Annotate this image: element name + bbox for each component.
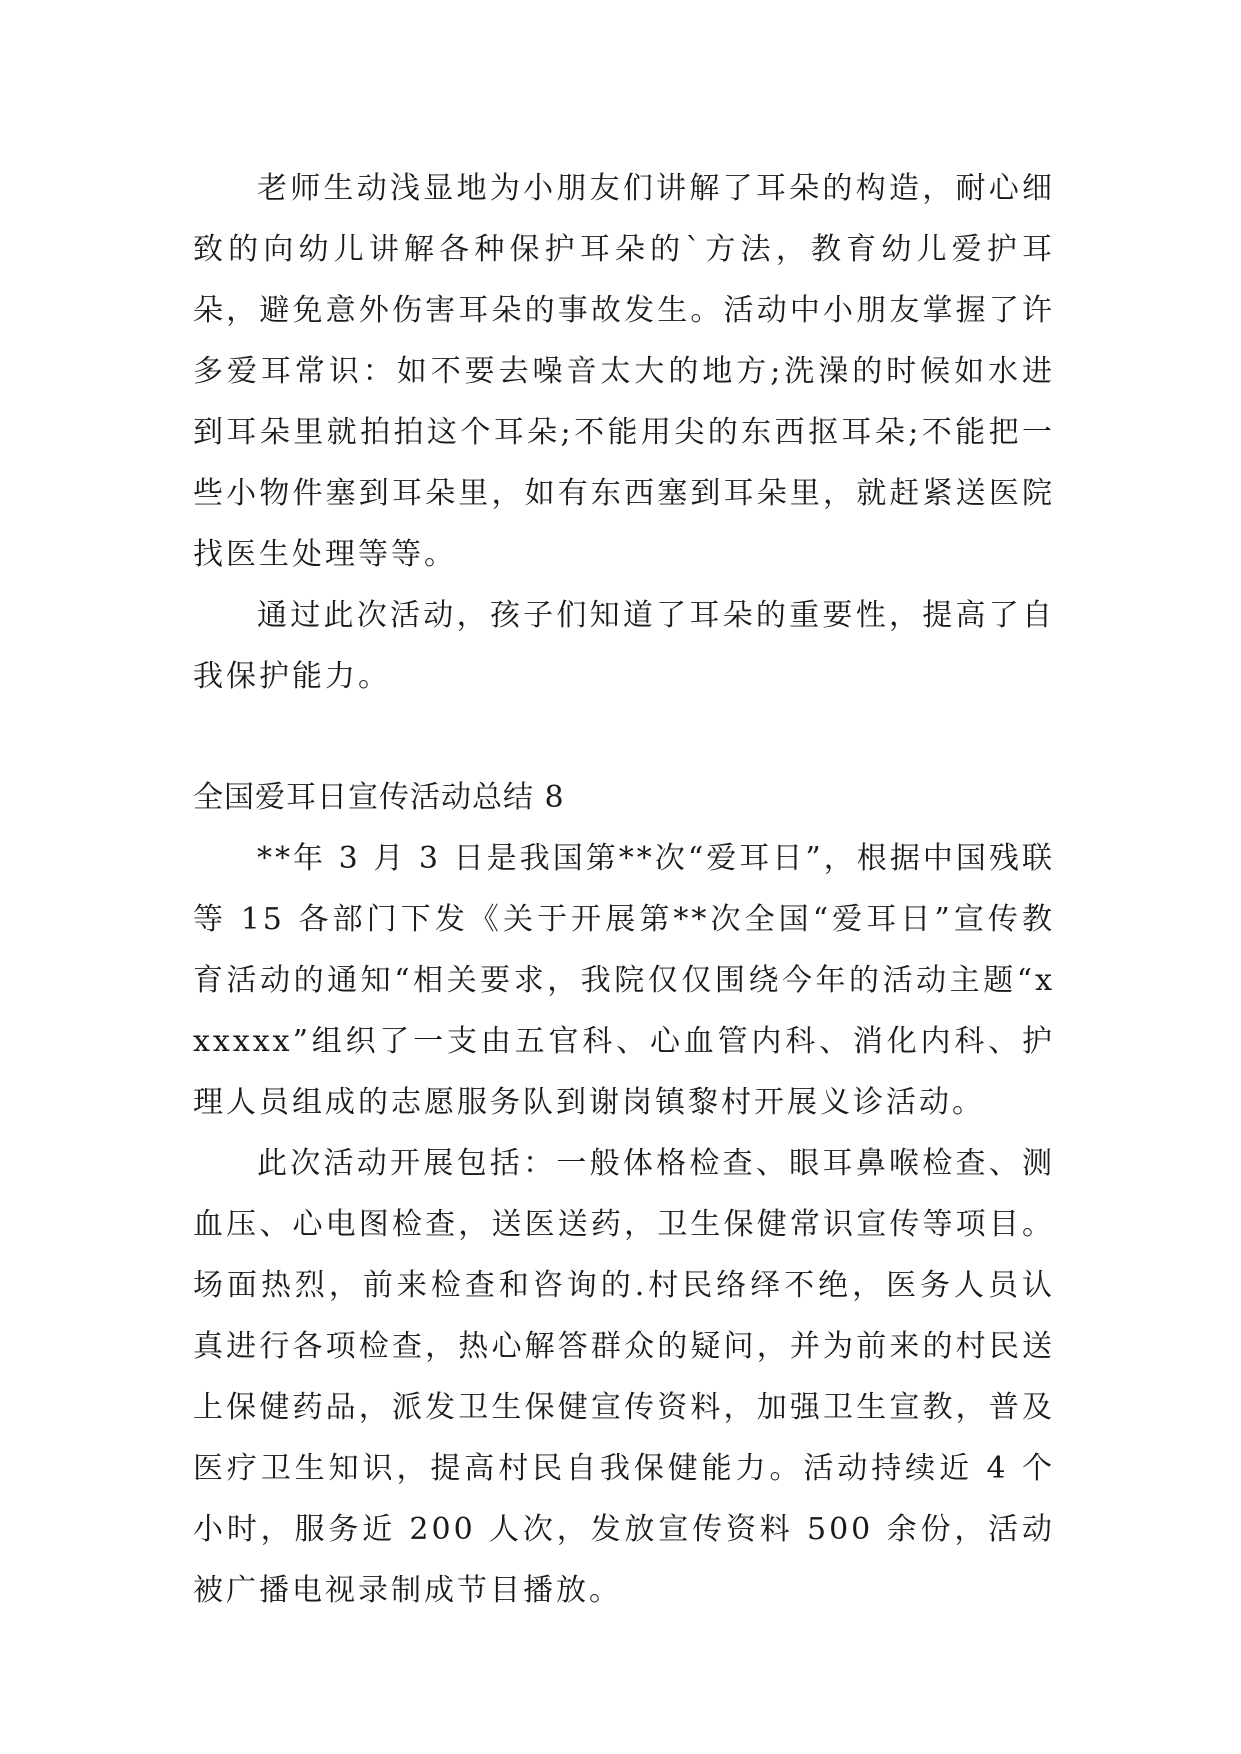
paragraph-activity-result: 通过此次活动，孩子们知道了耳朵的重要性，提高了自我保护能力。 [193,598,1055,694]
paragraph-activity-details: 此次活动开展包括：一般体格检查、眼耳鼻喉检查、测血压、心电图检查，送医送药，卫生保健常识宣传等项目。场面热烈，前来检查和咨询的.村民络绎不绝，医务人员认真进行各项检查，热心解答群众的疑问，并为前来的村民送上保健药品，派发卫生保健宣传资料，加强卫生宣教，普及医疗卫生知识，提高村民自我保健能力。活动持续近 4 个小时，服务近 200 人次，发放宣传资料 500 余份，活动被广播电视录制成节目播放。 [193,1146,1055,1608]
paragraph-ear-day-intro: **年 3 月 3 日是我国第**次“爱耳日”，根据中国残联等 15 各部门下发《关于开展第**次全国“爱耳日”宣传教育活动的通知“相关要求，我院仅仅围绕今年的活动主题“xxxxxx”组织了一支由五官科、心血管内科、消化内科、护理人员组成的志愿服务队到谢岗镇黎村开展义诊活动。 [193,841,1055,1120]
section-title: 全国爱耳日宣传活动总结 8 [193,780,565,815]
section-gap [193,707,1055,767]
document-page [193,158,1055,1621]
paragraph-ear-lesson: 老师生动浅显地为小朋友们讲解了耳朵的构造，耐心细致的向幼儿讲解各种保护耳朵的`方法，教育幼儿爱护耳朵，避免意外伤害耳朵的事故发生。活动中小朋友掌握了许多爱耳常识：如不要去噪音太大的地方;洗澡的时候如水进到耳朵里就拍拍这个耳朵;不能用尖的东西抠耳朵;不能把一些小物件塞到耳朵里，如有东西塞到耳朵里，就赶紧送医院找医生处理等等。 [193,171,1055,572]
